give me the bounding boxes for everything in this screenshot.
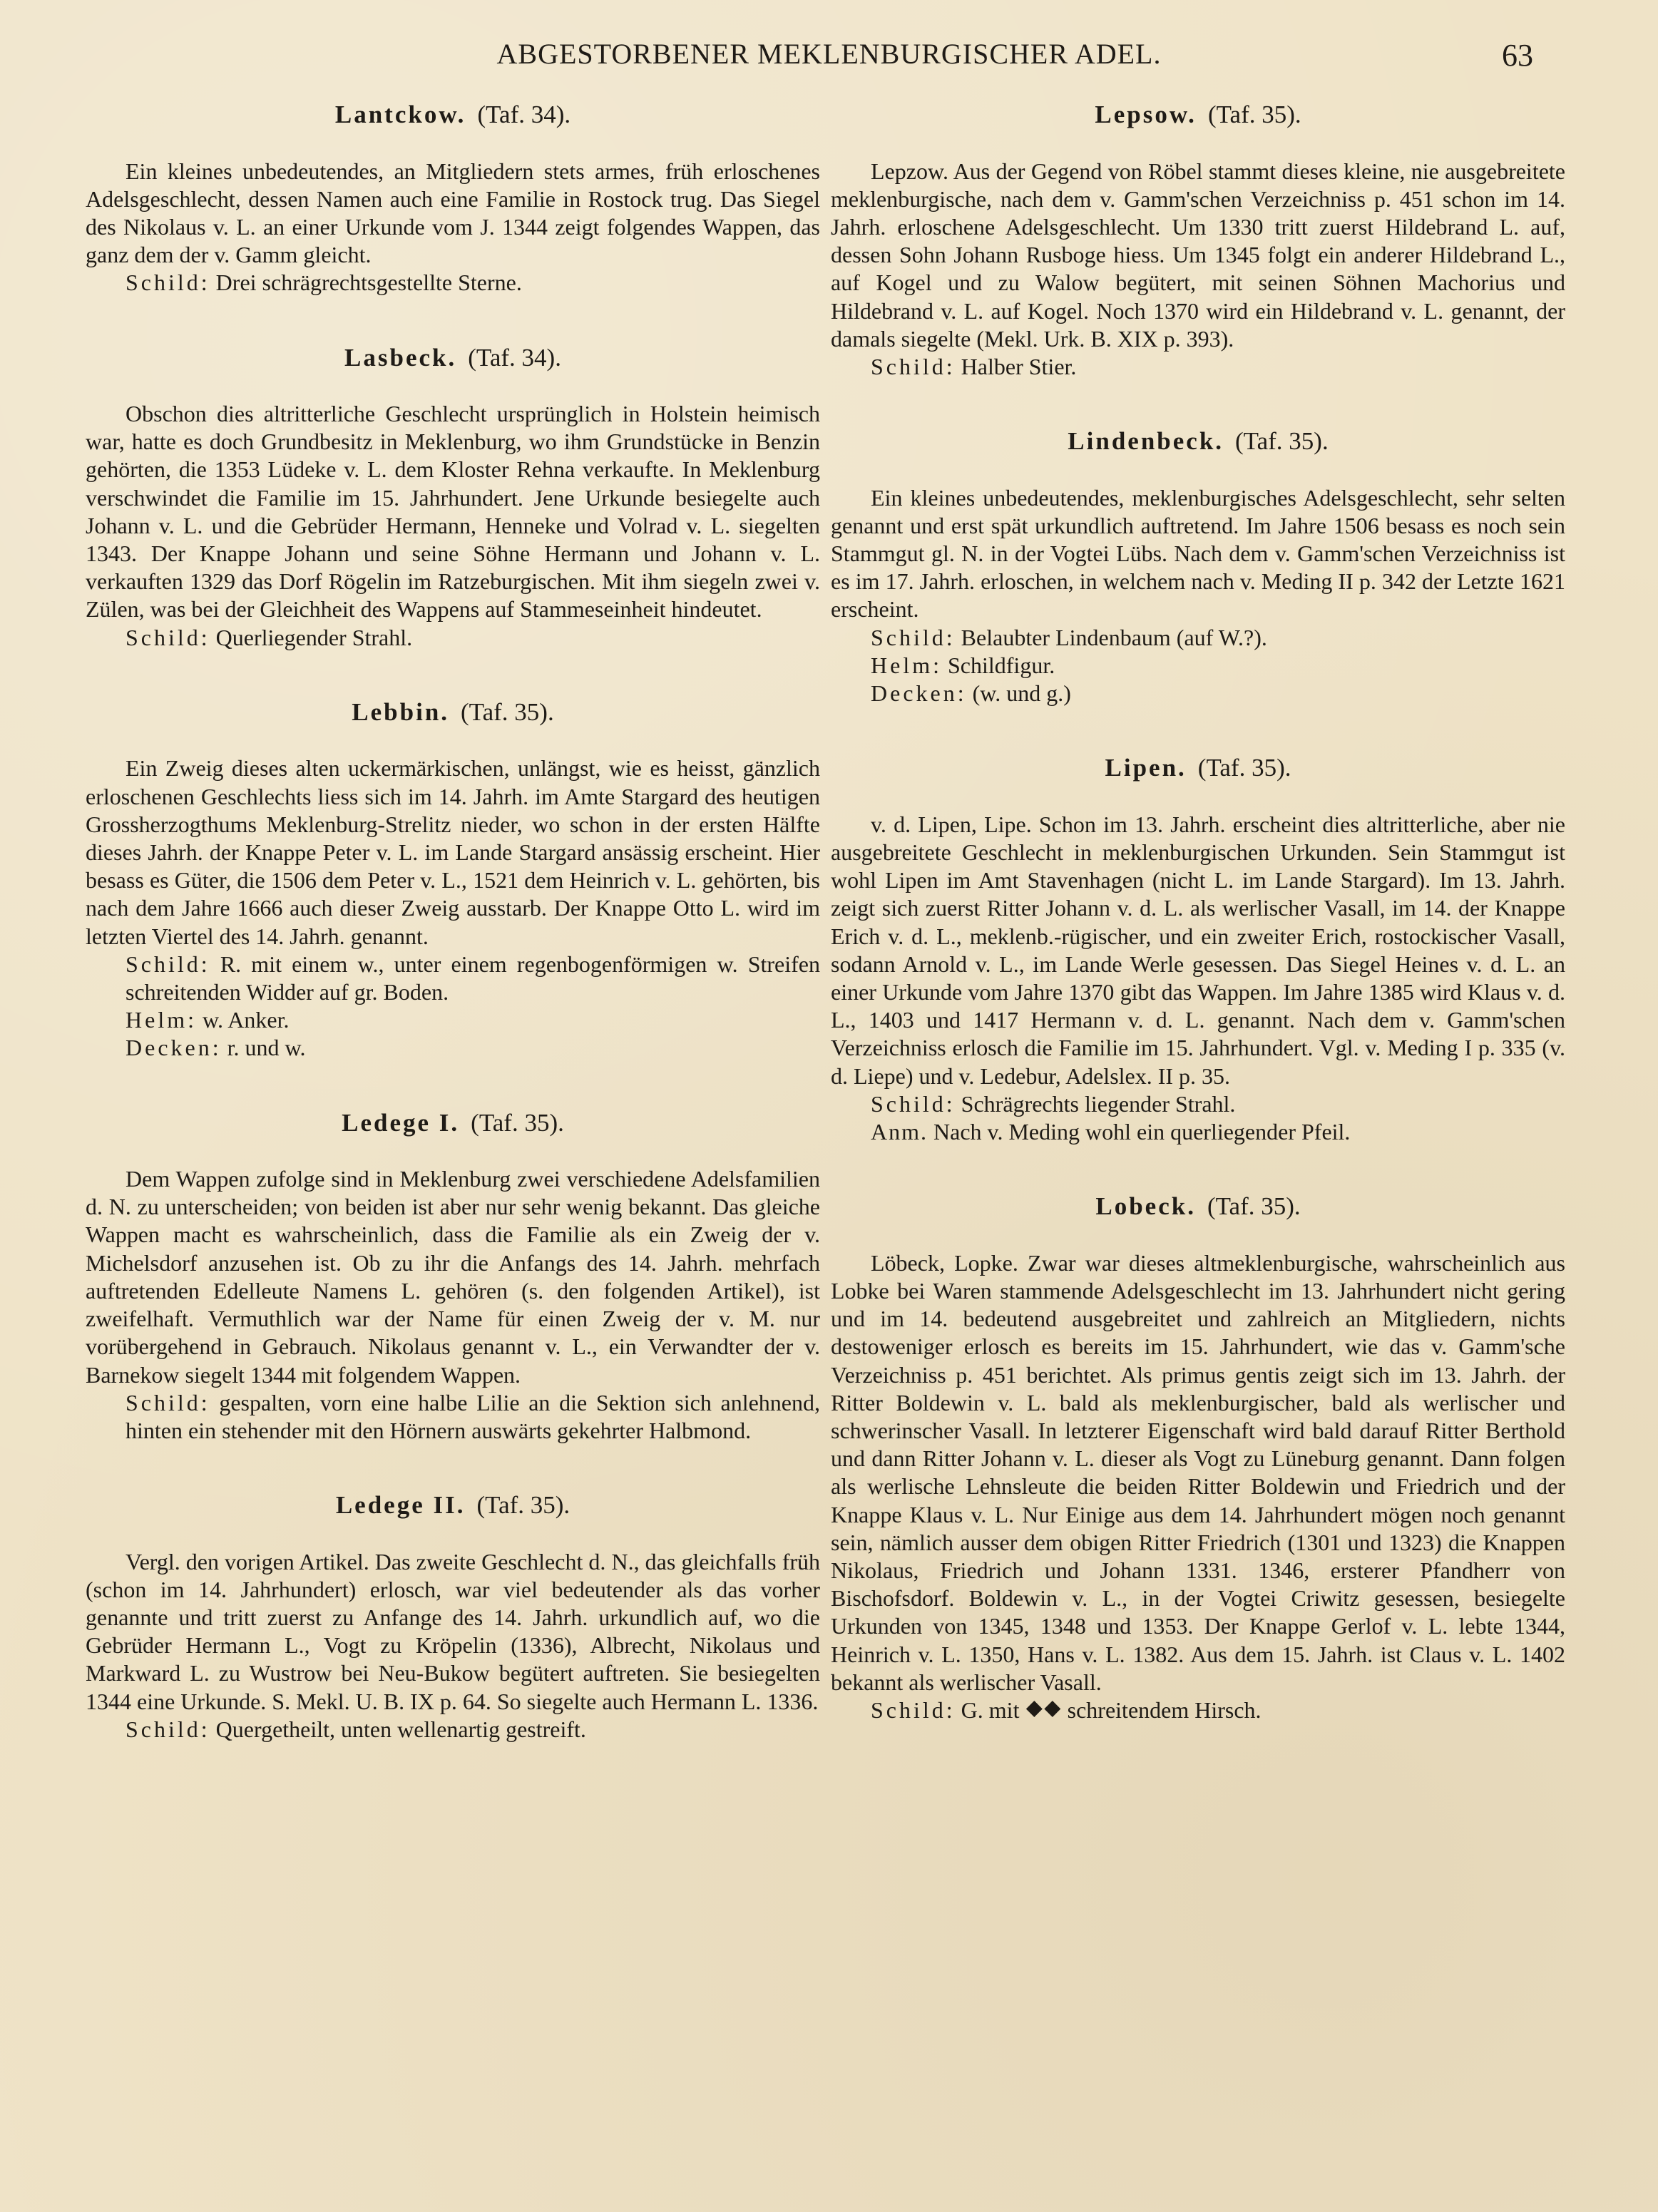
blazon-value: Schildfigur. [947,652,1055,678]
entry-text: Ein kleines unbedeutendes, an Mitgliedern stets armes, früh erloschenes Adelsgeschlecht, dessen Namen auch eine Familie in Rostock trug. Das Siegel des Nikolaus v. L. an einer Urkunde vom J. 1344 zeigt folgendes Wappen, das ganz dem der v. Gamm gleicht. [86,158,820,268]
blazon-value: Querliegender Strahl. [215,624,413,650]
blazon-line [86,1006,820,1034]
entry-heading [831,1193,1565,1221]
entry-body [831,1249,1565,1724]
plate-reference: (Taf. 35). [471,1108,564,1137]
blazon-line [86,951,820,1006]
blazon-label: Schild: [126,951,210,977]
plate-reference: (Taf. 35). [1197,754,1291,782]
right-column [831,101,1565,1771]
entry-heading [86,1110,820,1137]
blazon-value: R. mit einem w., unter einem regenbogenförmigen w. Streifen schreitenden Widder auf gr. Boden. [126,951,820,1005]
entry-body [86,400,820,652]
plate-reference: (Taf. 35). [1207,101,1301,128]
blazon-line [831,680,1565,707]
plate-reference: (Taf. 34). [477,101,571,128]
entry-heading [86,344,820,372]
running-title: ABGESTORBENER MEKLENBURGISCHER ADEL. [496,38,1162,70]
entry-name: Lindenbeck. [1068,427,1224,456]
entry-lobeck [831,1193,1565,1724]
entry-text: v. d. Lipen, Lipe. Schon im 13. Jahrh. erscheint dies altritterliche, aber nie ausgebreitete Geschlecht in meklenburgischen Urkunden. Sein Stammgut ist wohl Lipen im Amt Stavenhagen (nicht L. im Lande Stargard). Im 13. Jahrh. zeigt sich zuerst Ritter Johann v. d. L. als werlischer Vasall, im 14. der Knappe Erich v. d. L., meklenb.-rügischer, und ein zweiter Erich, rostockischer Vasall, sodann Arnold v. L., im Lande Werle gesessen. Das Siegel Heines v. d. L. an einer Urkunde vom Jahre 1370 gibt das Wappen. Im Jahre 1385 wird Klaus v. d. L., 1403 und 1417 Hermann v. d. L. genannt. Nach dem v. Gamm'schen Verzeichniss erlosch die Familie im 15. Jahrhundert. Vgl. v. Meding I p. 335 (v. d. Liepe) und v. Ledebur, Adelslex. II p. 35. [831,811,1565,1089]
entry-body [86,1548,820,1744]
page-number: 63 [1502,38,1533,73]
blazon-line [86,1034,820,1062]
entry-body [831,484,1565,708]
annotation-note [831,1118,1565,1146]
entry-body [831,158,1565,382]
entry-heading [831,428,1565,456]
blazon-label: Schild: [871,353,956,379]
entry-lebbin [86,699,820,1063]
entry-text: Vergl. den vorigen Artikel. Das zweite Geschlecht d. N., das gleichfalls früh (schon im 14. Jahrhundert) erlosch, war viel bedeutender als das vorher genannte und tritt zuerst zu Anfange des 14. Jahrh. urkundlich auf, wo die Gebrüder Hermann L., Vogt zu Kröpelin (1336), Albrecht, Nikolaus und Markward L. zu Wustrow bei Neu-Bukow begütert auftreten. Sie besiegelten 1344 eine Urkunde. S. Mekl. U. B. IX p. 64. So siegelte auch Hermann L. 1336. [86,1548,820,1714]
blazon-value: Schrägrechts liegender Strahl. [961,1090,1236,1117]
entry-text: Ein kleines unbedeutendes, meklenburgisches Adelsgeschlecht, sehr selten genannt und erst spät urkundlich auftretend. Im Jahre 1506 besass es noch sein Stammgut gl. N. in der Vogtei Lübs. Nach dem v. Gamm'schen Verzeichniss ist es im 17. Jahrh. erloschen, in welchem nach v. Meding II p. 342 der Letzte 1621 erscheint. [831,484,1565,623]
blazon-value: Halber Stier. [961,353,1077,379]
annotation-label: Anm. [871,1118,928,1145]
blazon-value: w. Anker. [202,1007,290,1033]
entry-name: Lasbeck. [344,343,457,372]
blazon-value: (w. und g.) [972,680,1071,707]
entry-heading [86,1492,820,1520]
entry-body [831,811,1565,1146]
entry-heading [831,101,1565,129]
entry-body [86,158,820,297]
plate-reference: (Taf. 34). [468,343,561,372]
blazon-value: Drei schrägrechtsgestellte Sterne. [215,270,522,296]
blazon-line [86,624,820,652]
entry-lantckow [86,101,820,297]
blazon-label: Schild: [126,1716,210,1742]
blazon-line [831,1090,1565,1118]
left-column [86,101,820,1791]
entry-name: Ledege II. [335,1491,466,1520]
blazon-value: gespalten, vorn eine halbe Lilie an die Sektion sich anlehnend, hinten ein stehender mit den Hörnern auswärts gekehrter Halbmond. [126,1389,821,1443]
entry-body [86,1165,820,1445]
entry-text: Obschon dies altritterliche Geschlecht ursprünglich in Holstein heimisch war, hatte es doch Grundbesitz in Meklenburg, wo ihm Grundstücke in Benzin gehörten, die 1353 Lüdeke v. L. dem Kloster Rehna verkaufte. In Meklenburg verschwindet die Familie im 15. Jahrhundert. Jene Urkunde besiegelte auch Johann v. L. und die Gebrüder Hermann, Henneke und Volrad v. L. siegelten 1343. Der Knappe Johann und seine Söhne Hermann und Johann v. L. verkauften 1329 das Dorf Rögelin im Ratzeburgischen. Mit ihm siegeln zwei v. Zülen, was bei der Gleichheit des Wappens auf Stammeseinheit hindeutet. [86,401,820,623]
blazon-label: Schild: [126,1389,210,1415]
annotation-text: Nach v. Meding wohl ein querliegender Pfeil. [933,1118,1351,1145]
entry-name: Lipen. [1105,754,1187,782]
blazon-line [831,652,1565,680]
blazon-label: Schild: [871,1090,956,1117]
blazon-label: Schild: [126,624,210,650]
blazon-line [86,1716,820,1744]
running-header [0,37,1658,87]
entry-ledege-i [86,1110,820,1445]
entry-name: Lepsow. [1095,101,1197,128]
entry-name: Ledege I. [342,1108,460,1137]
blazon-label: Schild: [871,1696,956,1723]
entry-body [86,754,820,1062]
entry-heading [86,699,820,727]
entry-lepsow [831,101,1565,381]
blazon-value: G. mit ⯁⯁ schreitendem Hirsch. [961,1696,1262,1723]
blazon-value: r. und w. [227,1035,306,1061]
blazon-line [86,1389,820,1445]
blazon-label: Helm: [871,652,942,678]
blazon-line [831,624,1565,652]
blazon-label: Decken: [871,680,967,707]
plate-reference: (Taf. 35). [1235,427,1329,456]
plate-reference: (Taf. 35). [1207,1192,1301,1221]
entry-heading [86,101,820,129]
blazon-label: Schild: [126,270,210,296]
entry-name: Lobeck. [1095,1192,1196,1221]
blazon-label: Helm: [126,1007,197,1033]
plate-reference: (Taf. 35). [476,1491,570,1520]
blazon-label: Decken: [126,1035,222,1061]
entry-lasbeck [86,344,820,652]
entry-name: Lebbin. [352,697,450,726]
entry-text: Dem Wappen zufolge sind in Meklenburg zwei verschiedene Adelsfamilien d. N. zu unterscheiden; von beiden ist aber nur sehr wenig bekannt. Das gleiche Wappen macht es wahrscheinlich, dass die Familie als ein Zweig der v. Michelsdorf anzusehen ist. Ob zu ihr die Anfangs des 14. Jahrh. mehrfach auftretenden Edelleute Namens L. gehören (s. den folgenden Artikel), ist zweifelhaft. Vermuthlich war der Name für einen Zweig der v. M. nur vorübergehend in Gebrauch. Nikolaus genannt v. L., ein Verwandter der v. Barnekow siegelt 1344 mit folgendem Wappen. [86,1166,820,1388]
entry-text: Ein Zweig dieses alten uckermärkischen, unlängst, wie es heisst, gänzlich erloschenen Geschlechts liess sich im 14. Jahrh. im Amte Stargard des heutigen Grossherzogthums Meklenburg-Strelitz nieder, wo schon in der ersten Hälfte dieses Jahrh. der Knappe Peter v. L. im Lande Stargard ansässig erscheint. Hier besass es Güter, die 1506 dem Peter v. L., 1521 dem Heinrich v. L. gehörten, bis nach dem Jahre 1666 auch dieser Zweig ausstarb. Der Knappe Otto L. wird im letzten Viertel des 14. Jahrh. genannt. [86,755,820,949]
blazon-line [831,353,1565,381]
entry-lindenbeck [831,428,1565,707]
entry-heading [831,754,1565,782]
entry-name: Lantckow. [334,101,466,128]
entry-lipen [831,754,1565,1146]
plate-reference: (Taf. 35). [461,697,554,726]
entry-ledege-ii [86,1492,820,1744]
entry-text: Löbeck, Lopke. Zwar war dieses altmeklenburgische, wahrscheinlich aus Lobke bei Waren stammende Adelsgeschlecht im 13. Jahrhundert nicht gering und im 14. bedeutend ausgebreitet und zahlreich an Mitgliedern, nichts destoweniger erlosch es bereits im 15. Jahrhundert, wie das v. Gamm'sche Verzeichniss p. 451 berichtet. Als primus gentis zeigt sich im 13. Jahrh. der Ritter Boldewin v. L. bald als meklenburgischer, bald als werlischer und schwerinscher Vasall. In letzterer Eigenschaft wird bald darauf Ritter Berthold und dann Ritter Johann v. L. dieser als Vogt zu Lüneburg genannt. Dann folgen als werlische Lehnsleute die beiden Ritter Boldewin und Friedrich und der Knappe Klaus v. L. Nur Einige aus dem 14. Jahrhundert mögen noch genannt sein, nämlich ausser dem obigen Ritter Friedrich (1301 und 1323) die Knappen Nikolaus, Friedrich und Johann 1331. 1346, ersterer Pfandherr von Bischofsdorf. Boldewin v. L., in der Vogtei Criwitz gesessen, besiegelte Urkunden von 1345, 1348 und 1353. Der Knappe Gerlof v. L. lebte 1344, Heinrich v. L. 1350, Hans v. L. 1382. Aus dem 15. Jahrh. ist Claus v. L. 1402 bekannt als werlischer Vasall. [831,1249,1565,1695]
blazon-line [86,269,820,297]
entry-text: Lepzow. Aus der Gegend von Röbel stammt dieses kleine, nie ausgebreitete meklenburgische, nach dem v. Gamm'schen Verzeichniss p. 451 schon im 14. Jahrh. erloschene Adelsgeschlecht. Um 1330 tritt zuerst Hildebrand L. auf, dessen Sohn Johann Rusboge hiess. Um 1345 folgt ein anderer Hildebrand L., auf Kogel und zu Walow begütert, mit seinen Söhnen Machorius und Hildebrand v. L. auf Kogel. Noch 1370 wird ein Hildebrand v. L. genannt, der damals siegelte (Mekl. Urk. B. XIX p. 393). [831,158,1565,352]
blazon-label: Schild: [871,624,956,650]
blazon-line [831,1696,1565,1724]
blazon-value: Quergetheilt, unten wellenartig gestreift. [215,1716,586,1742]
blazon-value: Belaubter Lindenbaum (auf W.?). [961,624,1267,650]
